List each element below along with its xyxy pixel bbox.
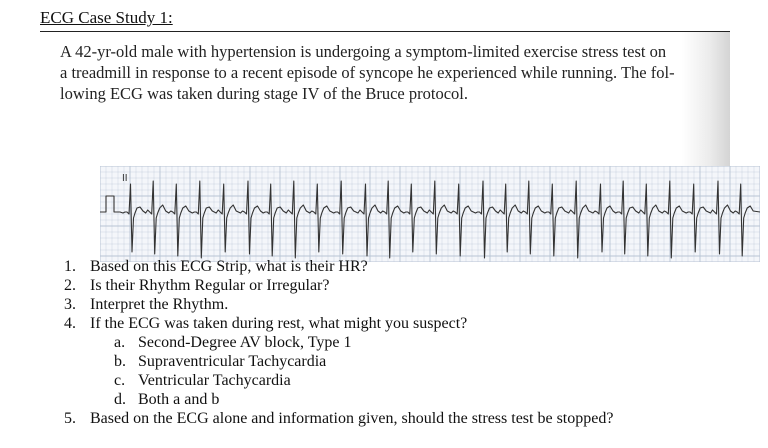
option-text: Second-Degree AV block, Type 1 bbox=[138, 334, 352, 351]
question-list bbox=[40, 257, 740, 428]
case-description-box bbox=[40, 31, 730, 257]
option-letter: d. bbox=[114, 391, 126, 408]
question-text: Based on this ECG Strip, what is their HR? bbox=[90, 258, 368, 275]
option-a bbox=[40, 333, 740, 352]
ecg-strip-graphic bbox=[100, 166, 760, 262]
ecg-lead-label: II bbox=[122, 173, 128, 184]
question-text: Based on the ECG alone and information given, should the stress test be stopped? bbox=[90, 410, 614, 427]
question-text: Is their Rhythm Regular or Irregular? bbox=[90, 277, 330, 294]
option-text: Supraventricular Tachycardia bbox=[138, 353, 327, 370]
case-study-title: ECG Case Study 1: bbox=[40, 8, 173, 27]
intro-line: a treadmill in response to a recent episode of syncope he experienced while running. The fol- bbox=[60, 63, 675, 82]
case-description bbox=[60, 41, 712, 104]
question-3 bbox=[40, 295, 740, 314]
option-letter: c. bbox=[114, 372, 126, 389]
option-c bbox=[40, 371, 740, 390]
option-letter: b. bbox=[114, 353, 126, 370]
intro-line: lowing ECG was taken during stage IV of the Bruce protocol. bbox=[60, 84, 468, 103]
question-number: 2. bbox=[64, 277, 76, 294]
question-2 bbox=[40, 276, 740, 295]
question-1 bbox=[40, 257, 740, 276]
option-text: Both a and b bbox=[138, 391, 220, 408]
option-b bbox=[40, 352, 740, 371]
intro-line: A 42-yr-old male with hypertension is undergoing a symptom-limited exercise stress test on bbox=[60, 42, 667, 61]
question-number: 3. bbox=[64, 296, 76, 313]
question-5 bbox=[40, 409, 740, 428]
question-number: 1. bbox=[64, 258, 76, 275]
question-number: 4. bbox=[64, 315, 76, 332]
option-letter: a. bbox=[114, 334, 126, 351]
question-4 bbox=[40, 314, 740, 333]
option-text: Ventricular Tachycardia bbox=[138, 372, 291, 389]
question-text: Interpret the Rhythm. bbox=[90, 296, 229, 313]
option-d bbox=[40, 390, 740, 409]
ecg-strip bbox=[100, 166, 760, 262]
question-text: If the ECG was taken during rest, what might you suspect? bbox=[90, 315, 468, 332]
question-number: 5. bbox=[64, 410, 76, 427]
ecg-grid bbox=[100, 166, 760, 262]
